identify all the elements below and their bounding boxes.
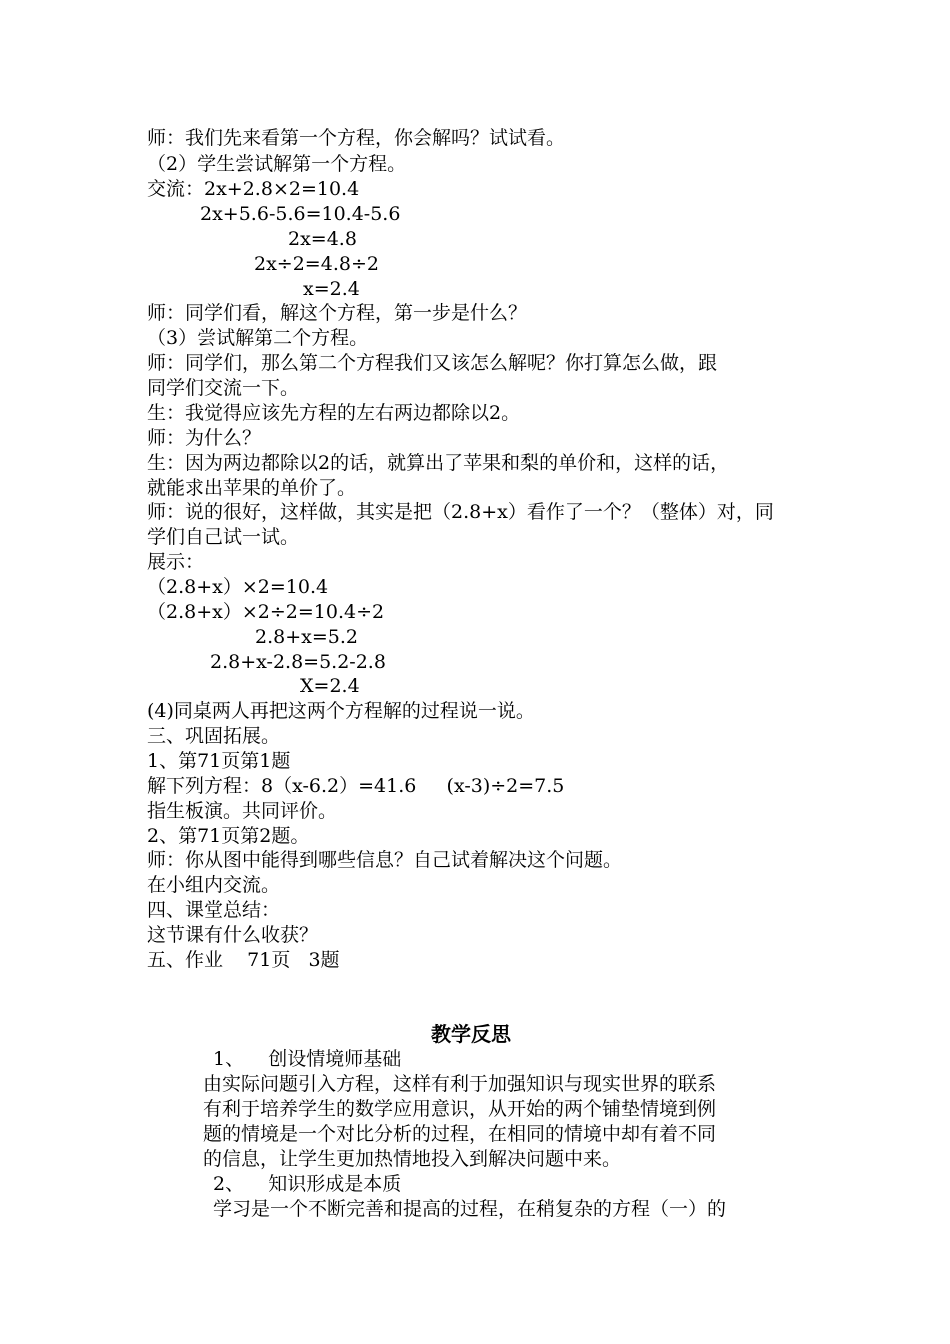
section-heading: 四、课堂总结： <box>147 899 281 921</box>
section-heading: 三、巩固拓展。 <box>147 725 281 747</box>
text-line: 生：我觉得应该先方程的左右两边都除以2。 <box>147 402 521 424</box>
equation-line: （2.8+x）×2÷2=10.4÷2 <box>147 601 385 623</box>
reflection-heading: 1、 创设情境师基础 <box>213 1048 402 1070</box>
text-line: 在小组内交流。 <box>147 874 281 896</box>
text-line: （3）尝试解第二个方程。 <box>147 327 369 349</box>
text-line: 同学们交流一下。 <box>147 377 300 399</box>
equation-line: 2x=4.8 <box>288 228 357 250</box>
equation-line: x=2.4 <box>303 278 360 300</box>
text-line: 解下列方程：8（x-6.2）=41.6 (x-3)÷2=7.5 <box>147 775 565 797</box>
text-line: 生：因为两边都除以2的话，就算出了苹果和梨的单价和，这样的话， <box>147 452 730 474</box>
equation-line: X=2.4 <box>300 675 360 697</box>
text-line: 师：同学们看，解这个方程，第一步是什么？ <box>147 302 528 324</box>
equation-line: 2.8+x-2.8=5.2-2.8 <box>210 651 386 673</box>
reflection-heading: 2、 知识形成是本质 <box>213 1173 402 1195</box>
reflection-line: 有利于培养学生的数学应用意识，从开始的两个铺垫情境到例 <box>203 1098 717 1120</box>
text-line: 这节课有什么收获？ <box>147 924 319 946</box>
text-line: 指生板演。共同评价。 <box>147 800 338 822</box>
text-line: 学们自己试一试。 <box>147 526 300 548</box>
reflection-title: 教学反思 <box>431 1022 511 1046</box>
reflection-line: 题的情境是一个对比分析的过程，在相同的情境中却有着不同 <box>203 1123 717 1145</box>
reflection-line: 由实际问题引入方程，这样有利于加强知识与现实世界的联系 <box>203 1073 717 1095</box>
text-line: 师：同学们，那么第二个方程我们又该怎么解呢？你打算怎么做，跟 <box>147 352 718 374</box>
text-line: 师：为什么？ <box>147 427 262 449</box>
equation-line: （2.8+x）×2=10.4 <box>147 576 329 598</box>
text-line: （2）学生尝试解第一个方程。 <box>147 153 407 175</box>
text-line: (4)同桌两人再把这两个方程解的过程说一说。 <box>147 700 535 722</box>
equation-line: 2x÷2=4.8÷2 <box>254 253 379 275</box>
reflection-line: 的信息，让学生更加热情地投入到解决问题中来。 <box>203 1148 622 1170</box>
text-line: 展示： <box>147 551 205 573</box>
section-heading: 五、作业 71页 3题 <box>147 949 340 971</box>
equation-line: 2.8+x=5.2 <box>255 626 358 648</box>
text-line: 师：我们先来看第一个方程，你会解吗？试试看。 <box>147 127 566 149</box>
text-line: 1、第71页第1题 <box>147 750 291 772</box>
text-line: 师：你从图中能得到哪些信息？自己试着解决这个问题。 <box>147 849 623 871</box>
reflection-line: 学习是一个不断完善和提高的过程，在稍复杂的方程（一）的 <box>213 1198 727 1220</box>
text-line: 交流：2x+2.8×2=10.4 <box>147 178 360 200</box>
text-line: 2、第71页第2题。 <box>147 825 310 847</box>
text-line: 师：说的很好，这样做，其实是把（2.8+x）看作了一个？（整体）对，同 <box>147 501 774 523</box>
equation-line: 2x+5.6-5.6=10.4-5.6 <box>200 203 401 225</box>
text-line: 就能求出苹果的单价了。 <box>147 477 357 499</box>
